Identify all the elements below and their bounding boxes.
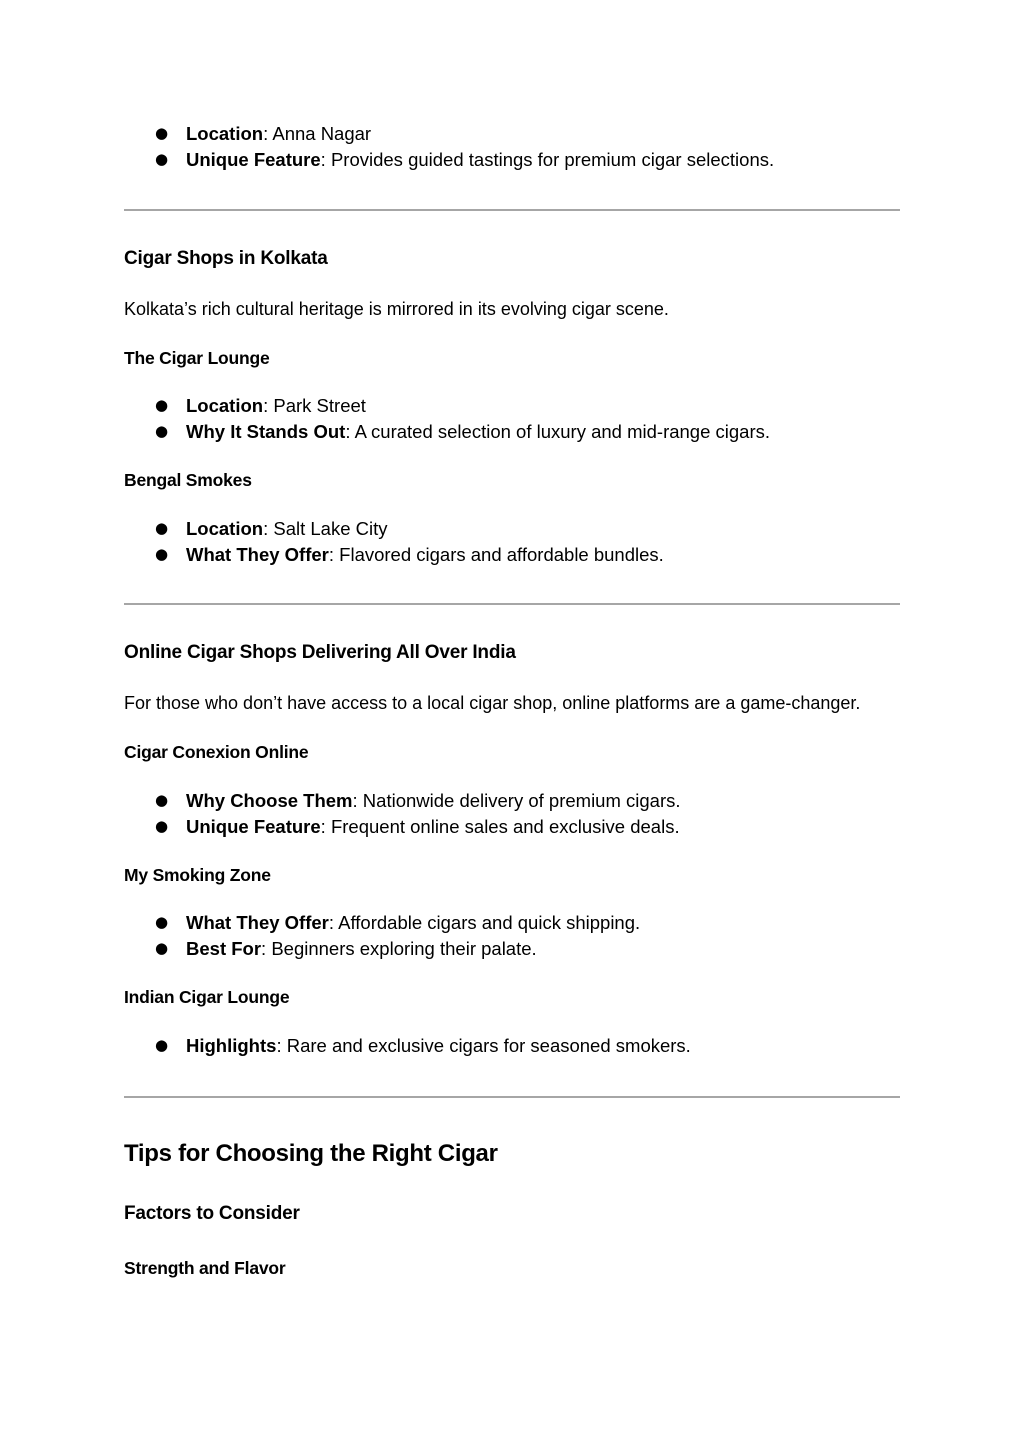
bullet-text: : Salt Lake City [263, 518, 388, 539]
bullet-label: Location [186, 518, 264, 539]
bullet-label: What They Offer [186, 912, 329, 933]
divider [124, 209, 900, 211]
bullet-label: Why Choose Them [186, 790, 353, 811]
bullet-label: Unique Feature [186, 815, 321, 837]
bullet-text: : Flavored cigars and affordable bundles. [328, 543, 664, 565]
bullet-label: Why It Stands Out [186, 420, 346, 442]
bullet-icon: ● [155, 1036, 169, 1054]
bullet-icon: ● [155, 149, 169, 168]
list-item [0, 393, 900, 419]
bullet-list [0, 788, 900, 839]
shop-name: My Smoking Zone [124, 865, 271, 885]
bullet-list [0, 393, 900, 444]
bullet-label: Best For [186, 937, 262, 959]
bullet-text: : Rare and exclusive cigars for seasoned smokers. [276, 1035, 691, 1056]
bullet-icon: ● [155, 816, 169, 835]
bullet-label: Unique Feature [186, 148, 321, 170]
bullet-icon: ● [155, 938, 169, 957]
section-heading-kolkata: Cigar Shops in Kolkata [124, 248, 328, 269]
bullet-text: : Park Street [263, 395, 366, 416]
list-item [0, 147, 900, 173]
list-item [0, 814, 900, 840]
divider [124, 1096, 900, 1098]
bullet-icon: ● [155, 544, 169, 563]
list-item [0, 910, 900, 936]
bullet-icon: ● [155, 124, 169, 142]
list-item [0, 516, 900, 542]
list-item [0, 542, 900, 568]
section-heading-online: Online Cigar Shops Delivering All Over India [124, 642, 516, 663]
section-intro-online: For those who don’t have access to a local cigar shop, online platforms are a game-changer. [124, 693, 861, 713]
bullet-icon: ● [155, 913, 169, 931]
bullet-list [0, 1033, 900, 1059]
subsubheading-strength: Strength and Flavor [124, 1258, 286, 1278]
list-item [0, 1033, 900, 1059]
bullet-list [0, 910, 900, 961]
bullet-icon: ● [155, 519, 169, 537]
divider [124, 603, 900, 605]
bullet-icon: ● [155, 396, 169, 414]
shop-name: Bengal Smokes [124, 470, 252, 490]
bullet-text: : Frequent online sales and exclusive deals. [320, 815, 680, 837]
list-item [0, 936, 900, 962]
bullet-label: Location [186, 123, 264, 144]
shop-name: The Cigar Lounge [124, 348, 270, 368]
subheading-factors: Factors to Consider [124, 1203, 300, 1224]
bullet-list [0, 516, 900, 567]
bullet-text: : Beginners exploring their palate. [261, 937, 537, 959]
section-intro-kolkata: Kolkata’s rich cultural heritage is mirrored in its evolving cigar scene. [124, 299, 669, 319]
list-item [0, 121, 900, 147]
section-heading-tips: Tips for Choosing the Right Cigar [124, 1140, 498, 1167]
bullet-icon: ● [155, 791, 169, 809]
bullet-text: : Nationwide delivery of premium cigars. [352, 790, 681, 811]
shop-name: Indian Cigar Lounge [124, 987, 290, 1007]
list-item [0, 419, 900, 445]
bullet-label: Location [186, 395, 264, 416]
bullet-list-top [0, 121, 900, 172]
bullet-text: : Anna Nagar [263, 123, 372, 144]
bullet-text: : Affordable cigars and quick shipping. [328, 912, 641, 933]
bullet-icon: ● [155, 421, 169, 440]
bullet-label: Highlights [186, 1035, 277, 1056]
bullet-label: What They Offer [186, 543, 329, 565]
bullet-text: : Provides guided tastings for premium cigar selections. [320, 148, 775, 170]
shop-name: Cigar Conexion Online [124, 742, 309, 762]
bullet-text: : A curated selection of luxury and mid-range cigars. [345, 420, 771, 442]
list-item [0, 788, 900, 814]
